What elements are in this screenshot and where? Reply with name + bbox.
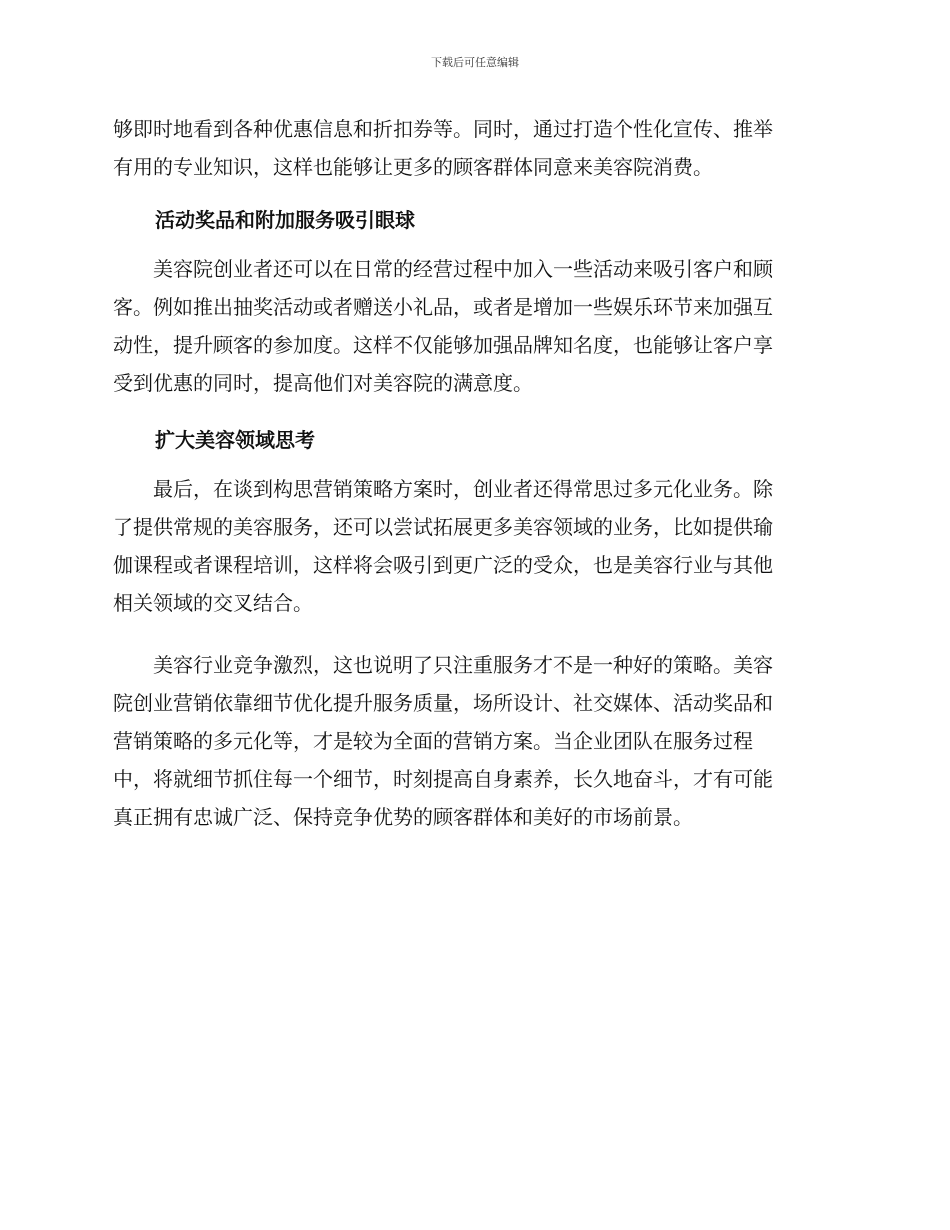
text-line: 院创业营销依靠细节优化提升服务质量，场所设计、社交媒体、活动奖品和: [113, 691, 773, 715]
text-line: 伽课程或者课程培训，这样将会吸引到更广泛的受众，也是美容行业与其他: [113, 553, 773, 577]
text-line: 有用的专业知识，这样也能够让更多的顾客群体同意来美容院消费。: [113, 155, 713, 179]
text-line: 营销策略的多元化等，才是较为全面的营销方案。当企业团队在服务过程: [113, 729, 753, 753]
expand-paragraph: [113, 470, 833, 622]
text-line: 相关领域的交叉结合。: [113, 591, 313, 615]
text-line: 客。例如推出抽奖活动或者赠送小礼品，或者是增加一些娱乐环节来加强互: [113, 295, 773, 319]
text-line: 中，将就细节抓住每一个细节，时刻提高自身素养，长久地奋斗，才有可能: [113, 767, 773, 791]
document-body: [113, 110, 833, 860]
activities-paragraph: [113, 250, 833, 402]
text-line: 够即时地看到各种优惠信息和折扣券等。同时，通过打造个性化宣传、推举: [113, 117, 773, 141]
text-line: 真正拥有忠诚广泛、保持竞争优势的顾客群体和美好的市场前景。: [113, 805, 693, 829]
conclusion-paragraph: [113, 646, 833, 836]
page-header: 下载后可任意编辑: [431, 56, 519, 69]
text-line: 美容院创业者还可以在日常的经营过程中加入一些活动来吸引客户和顾: [113, 257, 773, 281]
text-line: 美容行业竞争激烈，这也说明了只注重服务才不是一种好的策略。美容: [113, 653, 773, 677]
text-line: 动性，提升顾客的参加度。这样不仅能够加强品牌知名度，也能够让客户享: [113, 333, 773, 357]
section-heading-expand: 扩大美容领域思考: [155, 428, 315, 452]
text-line: 最后，在谈到构思营销策略方案时，创业者还得常思过多元化业务。除: [113, 477, 773, 501]
text-line: 受到优惠的同时，提高他们对美容院的满意度。: [113, 371, 533, 395]
intro-paragraph: [113, 110, 833, 186]
text-line: 了提供常规的美容服务，还可以尝试拓展更多美容领域的业务，比如提供瑜: [113, 515, 773, 539]
section-heading-activities: 活动奖品和附加服务吸引眼球: [155, 208, 415, 232]
